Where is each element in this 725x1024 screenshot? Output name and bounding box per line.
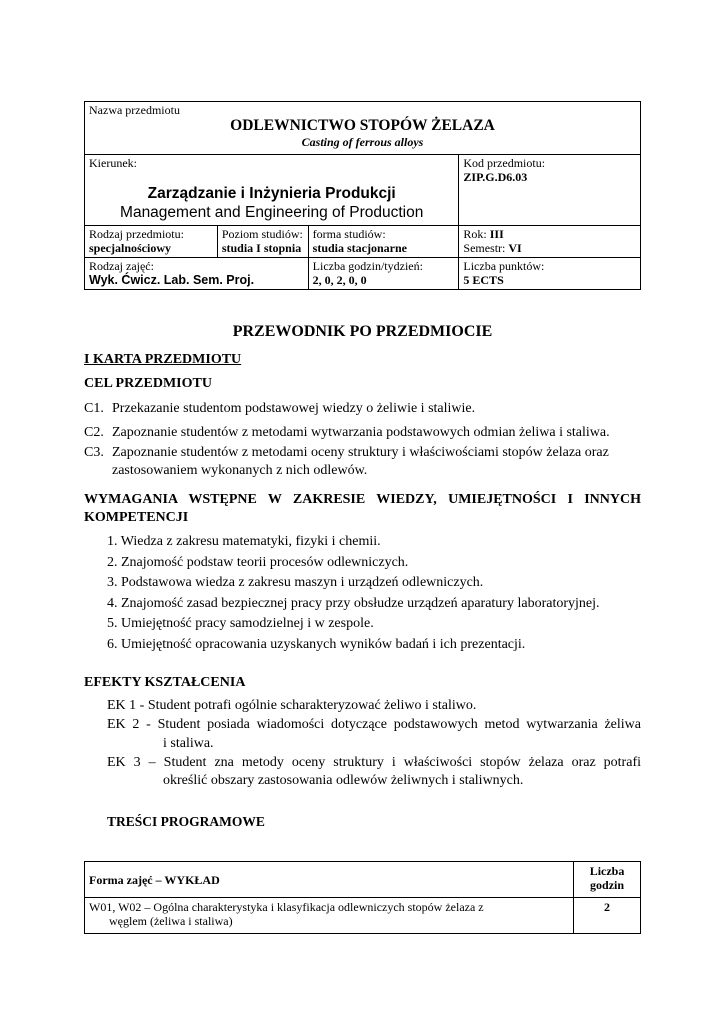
hours-value: 2, 0, 2, 0, 0: [312, 273, 367, 287]
topic-row: [85, 898, 574, 934]
goal-c3: [84, 444, 641, 478]
topic-hours: 2: [574, 898, 641, 934]
requirement-item: 5. Umiejętność pracy samodzielnej i w zespole.: [107, 616, 374, 631]
year-label: Rok:: [463, 227, 487, 241]
effects-heading: EFEKTY KSZTAŁCENIA: [84, 675, 246, 690]
course-card-table: [84, 101, 641, 290]
classes-label: Rodzaj zajęć:: [89, 259, 154, 273]
topic-text-line: węglem (żeliwa i staliwa): [109, 914, 233, 928]
goal-text: Zapoznanie studentów z metodami wytwarzania podstawowych odmian żeliwa i staliwa.: [112, 425, 610, 440]
requirement-item: 3. Podstawowa wiedza z zakresu maszyn i urządzeń odlewniczych.: [107, 575, 484, 590]
requirement-item: 1. Wiedza z zakresu matematyki, fizyki i chemii.: [107, 534, 381, 549]
code-cell: [459, 155, 641, 226]
requirements-heading: WYMAGANIA WSTĘPNE W ZAKRESIE WIEDZY, UMIEJĘTNOŚCI I INNYCH: [84, 492, 641, 507]
type-cell: [85, 226, 218, 258]
section-heading-card: I KARTA PRZEDMIOTU: [84, 352, 242, 367]
subject-cell: [85, 102, 641, 155]
field-name-pl: Zarządzanie i Inżynieria Produkcji: [147, 185, 396, 202]
field-cell: [85, 155, 459, 226]
form-value: studia stacjonarne: [312, 241, 407, 255]
code-value: ZIP.G.D6.03: [463, 170, 528, 184]
classes-value: Wyk. Ćwicz. Lab. Sem. Proj.: [89, 273, 255, 287]
level-cell: [217, 226, 308, 258]
level-label: Poziom studiów:: [221, 227, 303, 241]
goal-c1: [84, 400, 476, 418]
semester-label: Semestr:: [463, 241, 506, 255]
course-title-en: Casting of ferrous alloys: [301, 135, 424, 149]
requirement-item: 4. Znajomość zasad bezpiecznej pracy przy obsłudze urządzeń aparatury laboratoryjnej.: [107, 596, 600, 611]
semester-value: VI: [508, 241, 522, 255]
topics-hours-header: Liczba godzin: [574, 862, 641, 898]
requirements-heading-cont: KOMPETENCJI: [84, 510, 189, 525]
requirement-item: 2. Znajomość podstaw teorii procesów odlewniczych.: [107, 555, 409, 570]
effect-item: EK 2 - Student posiada wiadomości dotyczące podstawowych metod wytwarzania żeliwa: [107, 717, 641, 732]
hours-cell: [308, 258, 459, 290]
type-value: specjalnościowy: [89, 241, 171, 255]
year-value: III: [489, 227, 504, 241]
classes-cell: [85, 258, 309, 290]
content-heading: TREŚCI PROGRAMOWE: [107, 814, 265, 829]
goal-num: C1.: [84, 401, 104, 416]
goal-text-line: zastosowaniem wykonanych z nich odlewów.: [112, 463, 368, 478]
requirement-item: 6. Umiejętność opracowania uzyskanych wyników badań i ich prezentacji.: [107, 637, 526, 652]
goal-text-line: Zapoznanie studentów z metodami oceny struktury i właściwościami stopów żelaza oraz: [112, 445, 609, 460]
points-value: 5 ECTS: [463, 273, 504, 287]
topics-table: [84, 861, 641, 934]
points-cell: [459, 258, 641, 290]
year-semester-cell: [459, 226, 641, 258]
effect-item: EK 3 – Student zna metody oceny struktury i właściwości stopów żelaza oraz potrafi: [107, 755, 641, 770]
topic-text-line: W01, W02 – Ogólna charakterystyka i klasyfikacja odlewniczych stopów żelaza z: [89, 900, 484, 914]
form-cell: [308, 226, 459, 258]
field-name-en: Management and Engineering of Production: [120, 204, 424, 221]
points-label: Liczba punktów:: [463, 259, 545, 273]
subject-label: Nazwa przedmiotu: [89, 103, 180, 117]
goal-num: C3.: [84, 445, 104, 460]
goal-c2: [84, 424, 610, 442]
guide-title: PRZEWODNIK PO PRZEDMIOCIE: [232, 323, 493, 340]
hours-label: Liczba godzin/tydzień:: [312, 259, 423, 273]
goal-text: Przekazanie studentom podstawowej wiedzy o żeliwie i staliwie.: [112, 401, 476, 416]
course-title-pl: ODLEWNICTWO STOPÓW ŻELAZA: [230, 117, 495, 134]
type-label: Rodzaj przedmiotu:: [89, 227, 184, 241]
effect-item-cont: i staliwa.: [163, 736, 214, 751]
field-label: Kierunek:: [89, 156, 137, 170]
goal-heading: CEL PRZEDMIOTU: [84, 376, 212, 391]
effect-item-cont: określić obszary zastosowania odlewów żeliwnych i staliwnych.: [163, 773, 524, 788]
effect-item: EK 1 - Student potrafi ogólnie scharakteryzować żeliwo i staliwo.: [107, 698, 477, 713]
form-label: forma studiów:: [312, 227, 386, 241]
code-label: Kod przedmiotu:: [463, 156, 546, 170]
topics-form-header: Forma zajęć – WYKŁAD: [85, 862, 574, 898]
goal-num: C2.: [84, 425, 104, 440]
level-value: studia I stopnia: [221, 241, 302, 255]
